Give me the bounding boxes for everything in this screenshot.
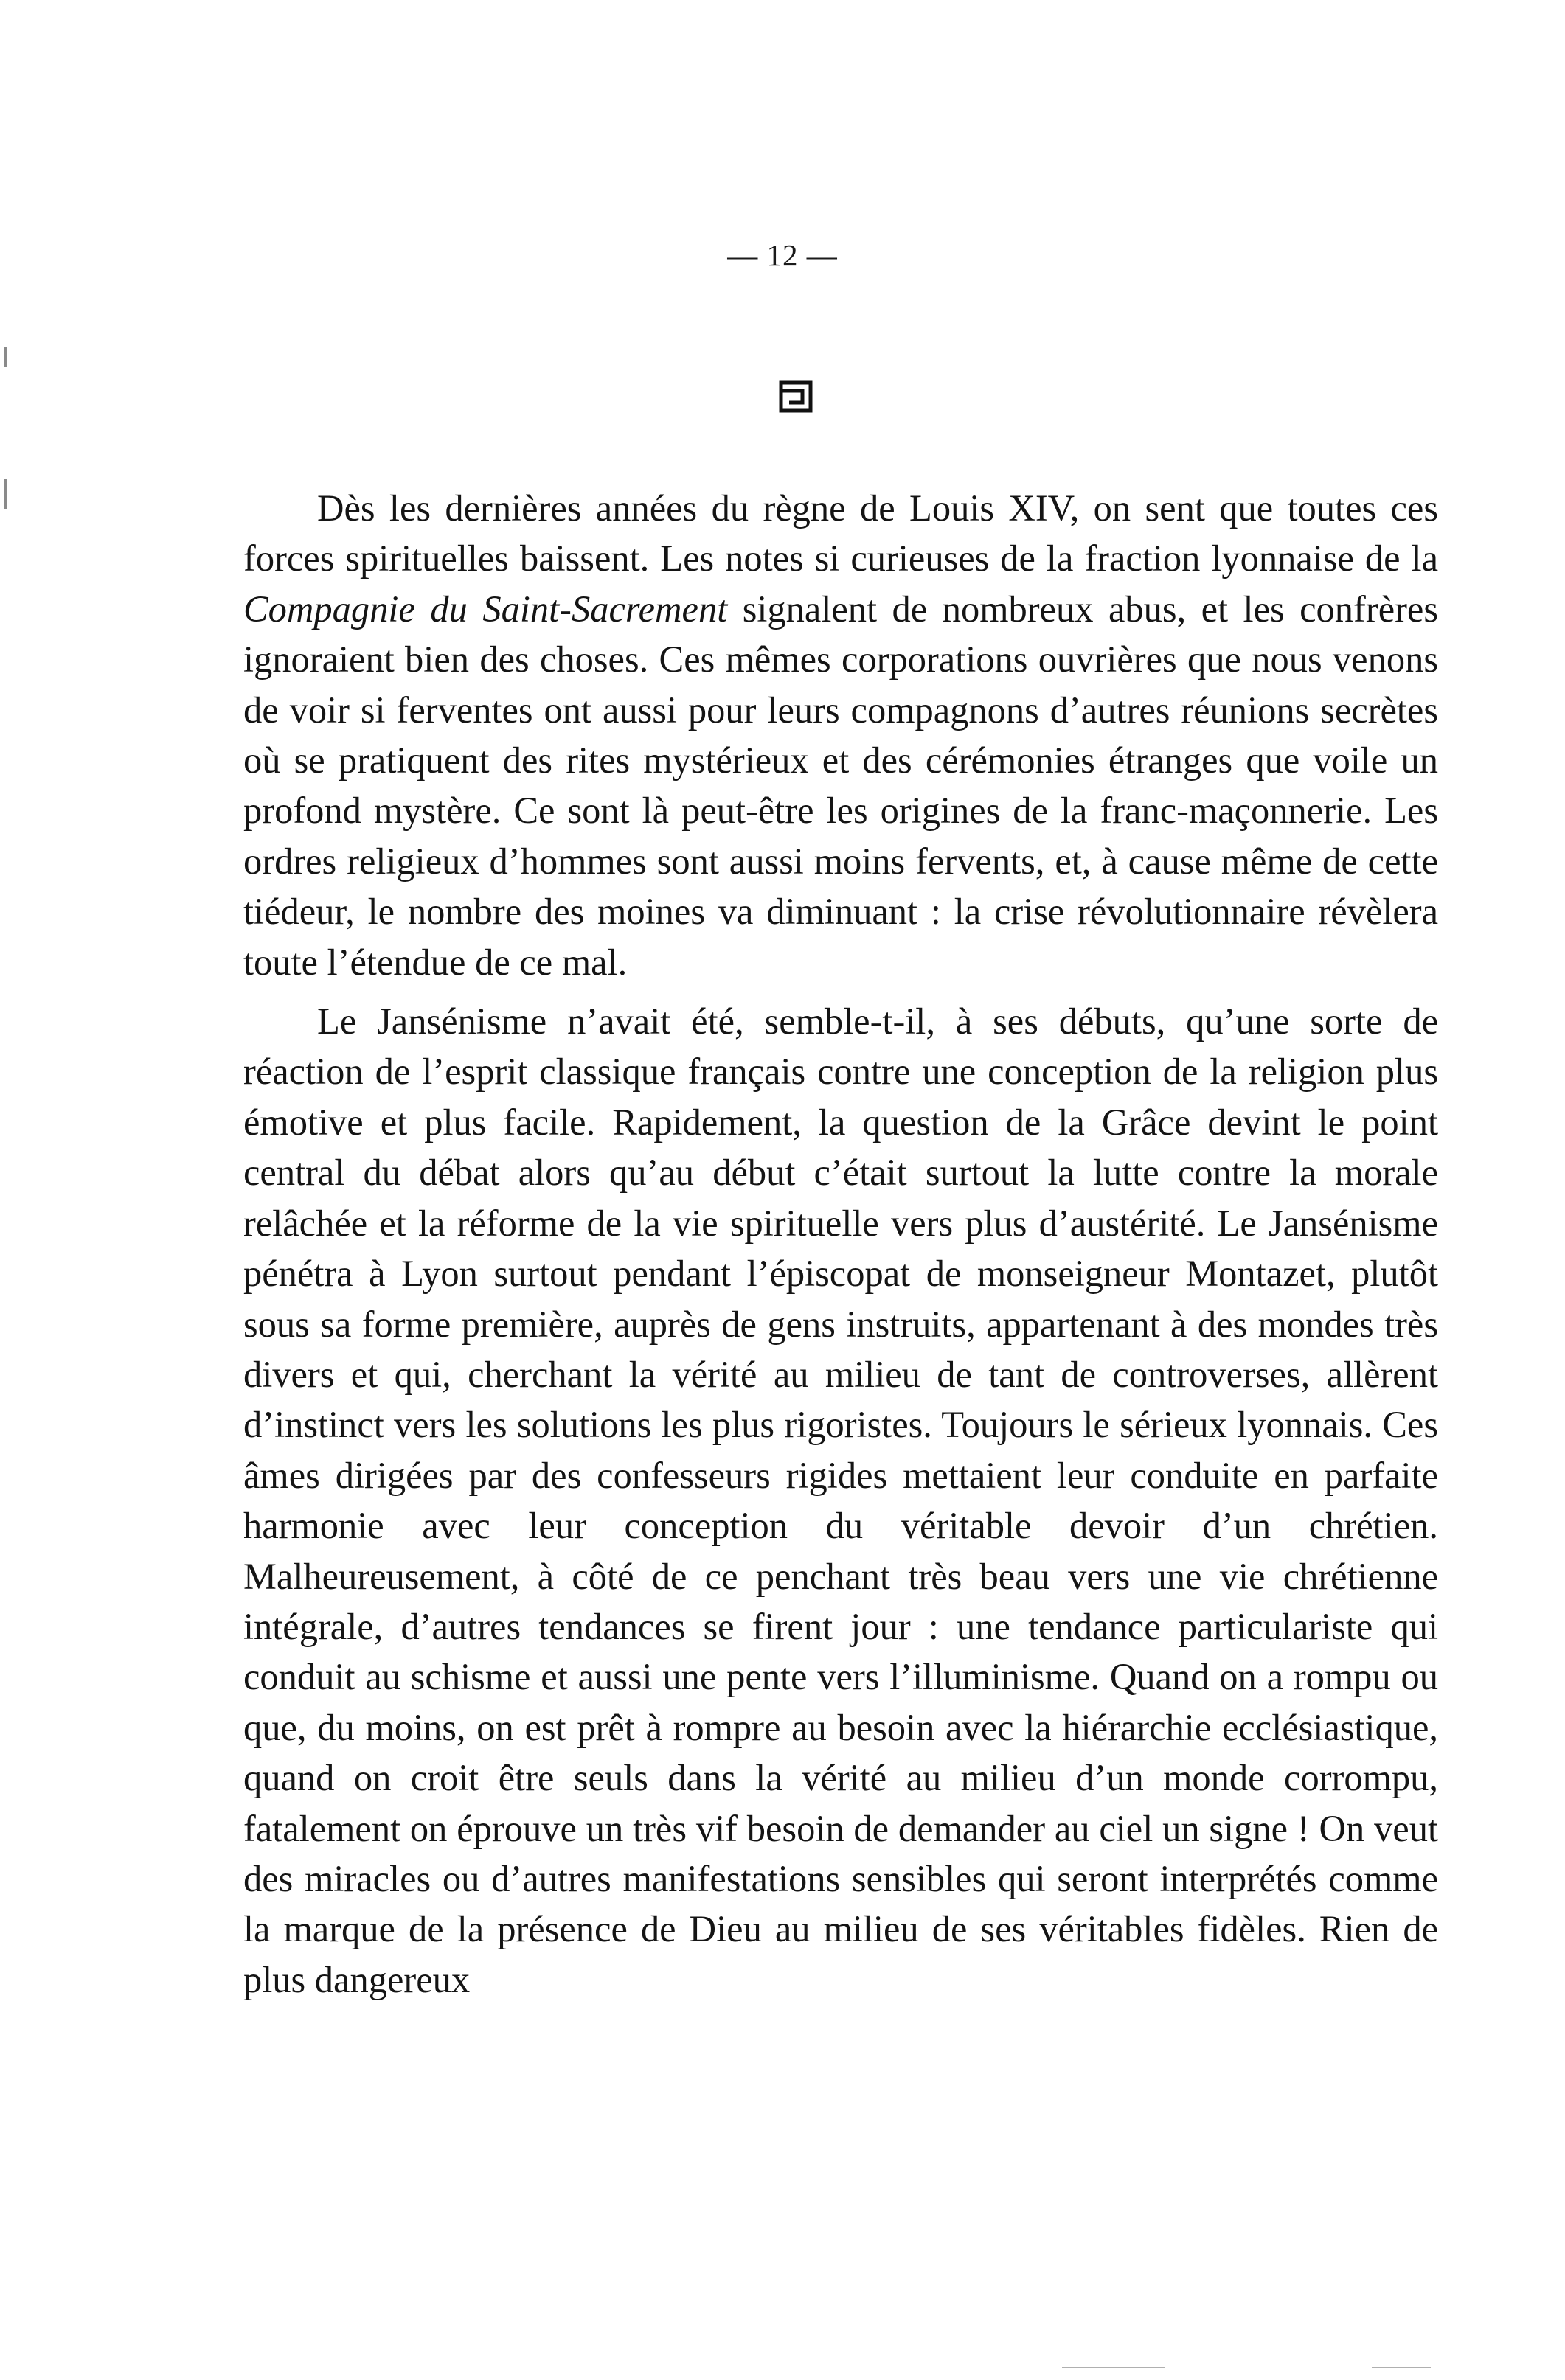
paragraph-2: Le Jansénisme n’avait été, semble-t-il, à ses débuts, qu’une sorte de réaction de l’esprit classique français contre une conception de la religion plus émotive et plus facile. Rapidement, la question de la Grâce devint le point central du débat alors qu’au début c’était surtout la lutte contre la morale relâchée et la réforme de la vie spirituelle vers plus d’austérité. Le Jansénisme pénétra à Lyon surtout pendant l’épiscopat de monseigneur Montazet, plutôt sous sa forme première, auprès de gens instruits, appartenant à des mondes très divers et qui, cherchant la vérité au milieu de tant de controverses, allèrent d’instinct vers les solutions les plus rigoristes. Toujours le sérieux lyonnais. Ces âmes dirigées par des confesseurs rigides mettaient leur conduite en parfaite harmonie avec leur conception du véritable devoir d’un chrétien. Malheureusement, à côté de ce penchant très beau vers une vie chrétienne intégrale, d’autres tendances se firent jour : une tendance particulariste qui conduit au schisme et aussi une pente vers l’illuminisme. Quand on a rompu ou que, du moins, on est prêt à rompre au besoin avec la hiérarchie ecclésiastique, quand on croit être seuls dans la vérité au milieu d’un monde corrompu, fatalement on éprouve un très vif besoin de demander au ciel un signe ! On veut des miracles ou d’autres manifestations sensibles qui seront interprétés comme la marque de la présence de Dieu au milieu de ses véritables fidèles. Rien de plus dangereux [243, 1001, 1438, 2000]
page-number: — 12 — [727, 238, 838, 272]
meander-ornament-icon [779, 380, 813, 413]
paragraph-1-text-end: signalent de nombreux abus, et les confrères ignoraient bien des choses. Ces mêmes corporations ouvrières que nous venons de voir si ferventes ont aussi pour leurs compagnons d’autres réunions secrètes où se pratiquent des rites mystérieux et des cérémonies étranges que voile un profond mystère. Ce sont là peut-être les origines de la franc-maçonnerie. Les ordres religieux d’hommes sont aussi moins fervents, et, à cause même de cette tiédeur, le nombre des moines va diminuant : la crise révolutionnaire révèlera toute l’étendue de ce mal. [243, 588, 1438, 983]
paragraph-1 [243, 483, 1438, 987]
footer-rule [1372, 2367, 1431, 2368]
italic-title: Compagnie du Saint-Sacrement [243, 588, 728, 630]
scan-mark [4, 347, 7, 367]
paragraph-1-text-start: Dès les dernières années du règne de Louis XIV, on sent que toutes ces forces spirituelles baissent. Les notes si curieuses de la fraction lyonnaise de la [243, 487, 1438, 580]
footer-rule [1062, 2367, 1165, 2368]
body-text [243, 483, 1438, 2005]
scan-mark [4, 479, 7, 509]
